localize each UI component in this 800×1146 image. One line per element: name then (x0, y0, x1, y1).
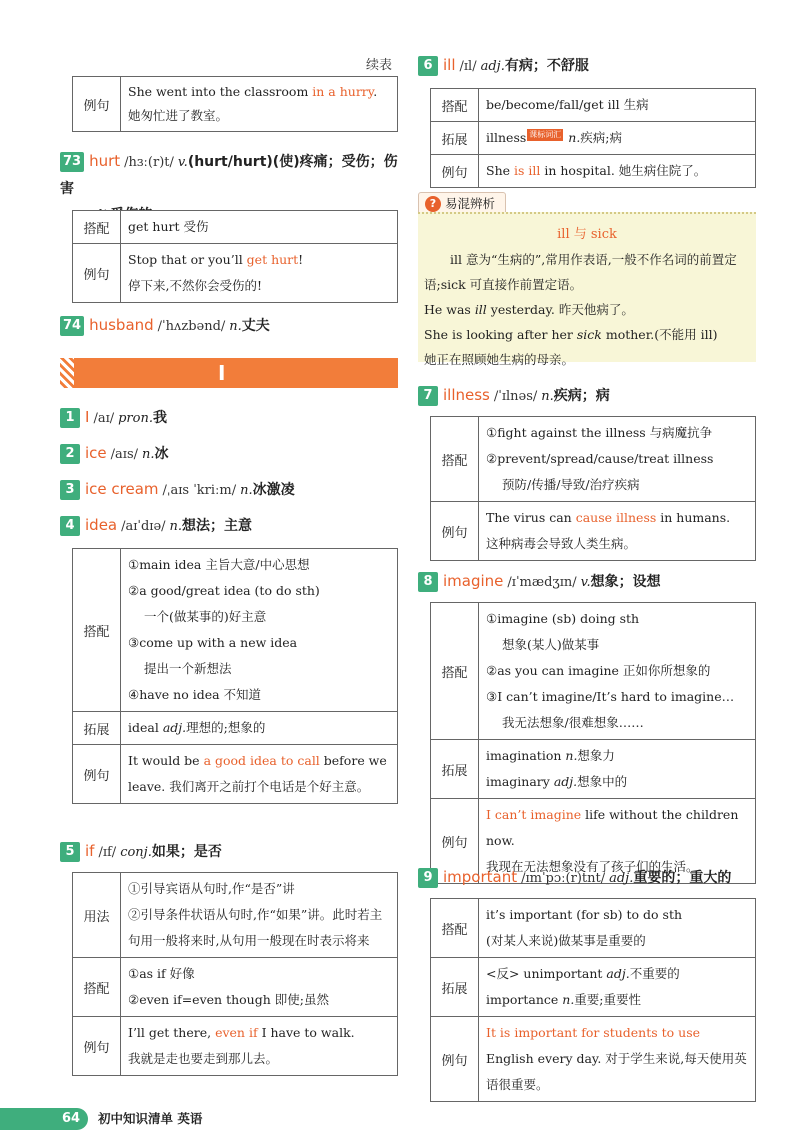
confusion-box: ill 与 sick ill 意为“生病的”,常用作表语,一般不作名词的前置定语;sick 可直接作前置定语。 He was ill yesterday. 昨天他病了。 She is looking after her sick mother.(不能用 ill) 她正在照顾她生病的母亲。 (418, 212, 756, 362)
checker-decoration (60, 358, 74, 388)
example-translation: 她匆忙进了教室。 (128, 108, 229, 123)
headword: important (443, 868, 518, 886)
part-of-speech: pron. (118, 411, 153, 426)
collocation-label: 搭配 (431, 89, 479, 122)
entry-number: 8 (418, 572, 438, 592)
definition: (使)疼痛；受伤；伤害 (60, 154, 398, 197)
ill-table: 搭配 be/become/fall/get ill 生病 拓展 illness 课标词汇 n.疾病;病 例句 She is ill in hospital. 她生病住院了。 (430, 88, 756, 188)
definition: 如果；是否 (151, 844, 222, 860)
headword: ill (443, 56, 456, 74)
example-label: 例句 (431, 1017, 479, 1102)
phonetic: /aɪs/ (110, 447, 138, 462)
entry-idea (60, 512, 252, 540)
highlight-phrase: in a hurry (312, 84, 374, 99)
headword: hurt (89, 152, 121, 170)
example-translation: 我就是走也要走到那儿去。 (128, 1051, 279, 1066)
extension-label: 拓展 (431, 958, 479, 1017)
if-table: 用法 ①引导宾语从句时,作“是否”讲 ②引导条件状语从句时,作“如果”讲。此时若主句用一般将来时,从句用一般现在时表示将来 搭配 ①as if 好像 ②even if=even though 即使;虽然 例句 I’ll get there, even if I have to walk. 我就是走也要走到那儿去。 (72, 872, 398, 1076)
usage-label: 用法 (73, 873, 121, 958)
phonetic: /ˈhʌzbənd/ (157, 319, 226, 334)
collocation-label: 搭配 (73, 211, 121, 244)
headword: illness (443, 386, 490, 404)
curriculum-tag: 课标词汇 (529, 130, 562, 139)
highlight-phrase: It is important for students to use (486, 1025, 701, 1040)
confusion-header: ? 易混辨析 (418, 192, 506, 216)
part-of-speech: n. (229, 319, 242, 334)
entry-number: 5 (60, 842, 80, 862)
extension-label: 拓展 (73, 712, 121, 745)
example-label: 例句 (431, 502, 479, 561)
right-column (418, 0, 758, 1100)
part-of-speech: n. (169, 519, 183, 534)
definition: 有病；不舒服 (504, 58, 589, 74)
phonetic: /ˌaɪs ˈkriːm/ (162, 483, 237, 498)
entry-number: 73 (60, 152, 84, 172)
example-translation: 停下来,不然你会受伤的! (128, 278, 262, 293)
book-title: 初中知识清单 英语 (98, 1111, 203, 1126)
phonetic: /ˈɪlnəs/ (493, 389, 538, 404)
phonetic: /hɜː(r)t/ (124, 155, 174, 170)
definition: 冰激凌 (252, 482, 295, 498)
entry-ill (418, 52, 589, 80)
important-table: 搭配 it’s important (for sb) to do sth (对某人来说)做某事是重要的 拓展 <反> unimportant adj.不重要的 importance n.重要;重要性 例句 It is important for students to use English every day. 对于学生来说,每天使用英语很重要。 (430, 898, 756, 1102)
entry-number: 7 (418, 386, 438, 406)
collocation-label: 搭配 (431, 417, 479, 502)
phonetic: /aɪˈdɪə/ (121, 519, 166, 534)
example-label: 例句 (431, 799, 479, 884)
entry-ice-cream (60, 476, 295, 504)
highlight-phrase: is ill (514, 163, 541, 178)
entry-number: 4 (60, 516, 80, 536)
collocation-label: 搭配 (73, 958, 121, 1017)
page-footer (0, 1108, 800, 1130)
entry-number: 74 (60, 316, 84, 336)
entry-number: 6 (418, 56, 438, 76)
headword: if (85, 842, 95, 860)
example-label: 例句 (73, 244, 121, 303)
highlight-phrase: I can’t imagine (486, 807, 582, 822)
imagine-table: 搭配 ①imagine (sb) doing sth 想象(某人)做某事 ②as you can imagine 正如你所想象的 ③I can’t imagine/It’s hard to imagine… 我无法想象/很难想象…… 拓展 imagination n.想象力 imaginary adj.想象中的 例句 I can’t imagine life without the children now. 我现在无法想象没有了孩子们的生活。 (430, 602, 756, 884)
entry-hurt: 73 hurt /hɜː(r)t/ v.(hurt/hurt)(使)疼痛；受伤；伤害 (60, 148, 398, 229)
headword: ice cream (85, 480, 159, 498)
entry-number: 9 (418, 868, 438, 888)
definition: 想法；主意 (182, 518, 253, 534)
extension-label: 拓展 (431, 740, 479, 799)
collocation: get hurt 受伤 (121, 211, 398, 244)
highlight-phrase: get hurt (246, 252, 299, 267)
definition: 冰 (154, 446, 169, 462)
example-label: 例句 (73, 77, 121, 132)
example-translation: 我现在无法想象没有了孩子们的生活。 (486, 859, 699, 874)
phonetic: /ɪl/ (459, 59, 477, 74)
definition: 我 (152, 410, 167, 426)
example-label: 例句 (431, 155, 479, 188)
part-of-speech: adj. (480, 59, 505, 74)
hurry-example-table: 例句 She went into the classroom in a hurry. 她匆忙进了教室。 (72, 76, 398, 132)
definition: 疾病；病 (553, 388, 610, 404)
part-of-speech: conj. (120, 845, 152, 860)
collocation-label: 搭配 (431, 603, 479, 740)
headword: I (85, 408, 90, 426)
headword: husband (89, 316, 154, 334)
part-of-speech: n. (142, 447, 155, 462)
highlight-phrase: even if (215, 1025, 258, 1040)
example-label: 例句 (73, 1017, 121, 1076)
example-translation: 这种病毒会导致人类生病。 (486, 536, 637, 551)
part-of-speech: n. (240, 483, 253, 498)
hurt-table: 搭配 get hurt 受伤 例句 Stop that or you’ll get hurt! 停下来,不然你会受伤的! (72, 210, 398, 303)
phonetic: /ɪmˈpɔː(r)tnt/ (521, 871, 606, 886)
part-of-speech: n. (541, 389, 554, 404)
section-banner (60, 358, 398, 388)
question-icon: ? (425, 196, 441, 212)
page-number: 64 (62, 1111, 81, 1126)
example-label: 例句 (73, 745, 121, 804)
entry-important (418, 864, 731, 892)
highlight-phrase: a good idea to call (203, 753, 320, 768)
entry-i (60, 404, 167, 432)
entry-husband (60, 312, 270, 340)
phonetic: /ɪf/ (98, 845, 117, 860)
entry-imagine (418, 568, 661, 596)
definition: 丈夫 (241, 318, 270, 334)
headword: ice (85, 444, 107, 462)
continued-label: 续表 (366, 58, 393, 73)
collocation-label: 搭配 (431, 899, 479, 958)
entry-ice (60, 440, 169, 468)
part-of-speech: v. (177, 155, 188, 170)
phonetic: /ɪˈmædʒɪn/ (507, 575, 577, 590)
entry-if (60, 838, 222, 866)
entry-illness (418, 382, 610, 410)
left-column (60, 0, 398, 1100)
idea-table: 搭配 ①main idea 主旨大意/中心思想 ②a good/great idea (to do sth) 一个(做某事的)好主意 ③come up with a new idea 提出一个新想法 ④have no idea 不知道 拓展 ideal adj.理想的;想象的 例句 It would be a good idea to call before we leave. 我们离开之前打个电话是个好主意。 (72, 548, 398, 804)
extension-label: 拓展 (431, 122, 479, 155)
headword: imagine (443, 572, 504, 590)
headword: idea (85, 516, 118, 534)
definition: 重要的；重大的 (633, 870, 732, 886)
entry-number: 3 (60, 480, 80, 500)
entry-number: 2 (60, 444, 80, 464)
section-letter: I (218, 361, 226, 385)
highlight-phrase: cause illness (575, 510, 657, 525)
confusion-title: ill 与 sick (557, 227, 617, 242)
phonetic: /aɪ/ (93, 411, 115, 426)
collocation-label: 搭配 (73, 549, 121, 712)
definition: 想象；设想 (590, 574, 661, 590)
part-of-speech: adj. (609, 871, 634, 886)
illness-table: 搭配 ①fight against the illness 与病魔抗争 ②prevent/spread/cause/treat illness 预防/传播/导致/治疗疾病 例句 The virus can cause illness in humans. 这种病毒会导致人类生病。 (430, 416, 756, 561)
entry-number: 1 (60, 408, 80, 428)
part-of-speech: v. (580, 575, 591, 590)
